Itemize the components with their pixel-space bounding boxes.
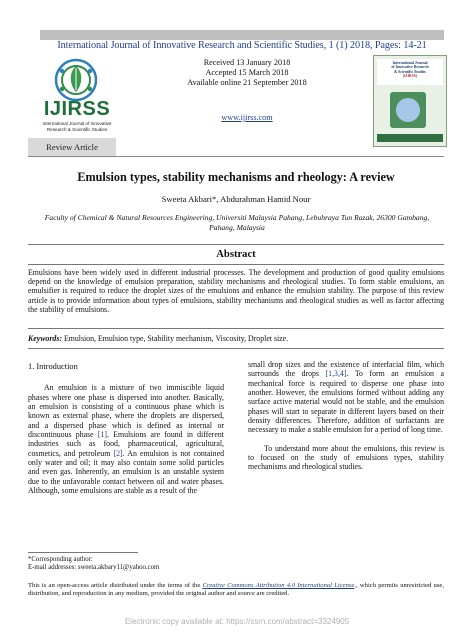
header-bar <box>40 30 444 40</box>
abstract-head-rule <box>28 264 444 265</box>
intro-paragraph-2: To understand more about the emulsions, this review is to focused on the study of emulsions types, stability mechanisms and rheological studies. <box>248 443 444 472</box>
citation-link[interactable]: [2] <box>113 448 123 458</box>
paper-title: Emulsion types, stability mechanisms and rheology: A review <box>77 170 395 184</box>
leaf-globe-icon <box>53 58 99 102</box>
keywords-label: Keywords: <box>28 334 62 343</box>
license-link[interactable]: Creative Commons Attribution 4.0 International License <box>202 582 355 589</box>
keywords-list: Emulsion, Emulsion type, Stability mechanism, Viscosity, Droplet size. <box>62 334 289 343</box>
journal-cover-thumbnail <box>373 55 447 147</box>
cover-strip <box>377 134 443 142</box>
abstract-bottom-rule <box>28 328 444 329</box>
divider <box>28 156 444 157</box>
logo-title: IJIRSS <box>43 98 111 120</box>
logo-subtitle: International Journal of Innovative Research & Scientific Studies <box>42 121 112 132</box>
abstract-heading: Abstract <box>216 249 256 260</box>
intro-paragraph-1-cont: small drop sizes and the existence of interfacial film, which surrounds the drops [1,3,4]. To form an emulsion a mechanical force is required to disperse one phase into another. However, the emulsions formed without adding any surface active material would not be stable, and the emulsion phases will start to separate in different layers based on their density differences. Therefore, addition of surfactants are necessary to make a stable emulsion for a period of long time. <box>248 360 444 435</box>
keywords-rule <box>28 348 444 349</box>
left-column <box>28 362 224 495</box>
citation-link[interactable]: [1] <box>97 430 108 440</box>
abstract-text: Emulsions have been widely used in different industrial processes. The development and production of good quality emulsions depend on the knowledge of emulsion preparation, stability mechanisms and rheological studies. To form stable emulsions, an emulsifier is required to reduce the droplet sizes of the emulsions and enhance the emulsion stability. The purpose of this review article is to provide information about types of emulsions, stability mechanisms and rheological studies as well as factor affecting the stability of emulsions. <box>28 268 444 314</box>
ssrn-watermark: Electronic copy available at: https://ssrn.com/abstract=3324905 <box>124 617 350 626</box>
abstract-top-rule <box>28 244 444 245</box>
section-heading-introduction: 1. Introduction <box>28 362 78 371</box>
corresponding-author-note: *Corresponding author: E-mail addresses: sweeta.akbary11@yahoo.com <box>28 556 160 572</box>
citation-link[interactable]: [1,3,4] <box>325 369 347 379</box>
authors: Sweeta Akbari*, Abdurahman Hamid Nour <box>161 194 311 204</box>
cover-title: International Journal of Innovative Research & Scientific Studies (IJIRSS) <box>377 59 443 85</box>
intro-paragraph-1: An emulsion is a mixture of two immiscible liquid phases where one phase is dispersed into another. Basically, an emulsion is consisting of a continuous phase which is known as external phase, where the droplets are dispersed, and a dispersed phase which is defined as internal or discontinuous phase [1]. Emulsions are found in different industries such as food, pharmaceutical, agricultural, cosmetics, and petroleum [2]. An emulsion is not contained only water and oil; it may also contain some solid particles and even gas. Inherently, an emulsion is an unstable system due to the unfavorable contact between oil and water phases. Although, some emulsions are stable as a result of the <box>28 383 224 496</box>
license-note: This is an open-access article distributed under the terms of the Creative Commons Attribution 4.0 International License., which permits unrestricted use, distribution, and reproduction in any medium, provided the original author and source are credited. <box>28 582 444 597</box>
journal-website-link[interactable]: www.ijirss.com <box>221 113 273 122</box>
article-type-label: Review Article <box>28 138 116 156</box>
right-column <box>248 360 444 472</box>
available-date: Available online 21 September 2018 <box>187 78 307 87</box>
accepted-date: Accepted 15 March 2018 <box>205 68 289 77</box>
publication-dates <box>172 58 322 88</box>
received-date: Received 13 January 2018 <box>203 58 291 67</box>
keywords <box>28 334 444 343</box>
journal-logo <box>28 58 126 138</box>
journal-citation: International Journal of Innovative Research and Scientific Studies, 1 (1) 2018, Pages: 14-21 <box>57 40 427 51</box>
cover-globe-image <box>396 98 420 122</box>
footnote-rule <box>28 552 138 553</box>
affiliation: Faculty of Chemical & Natural Resources Engineering, Universiti Malaysia Pahang, Lebuhraya Tun Razak, 26300 Gambang, Pahang, Malaysia <box>44 213 430 232</box>
